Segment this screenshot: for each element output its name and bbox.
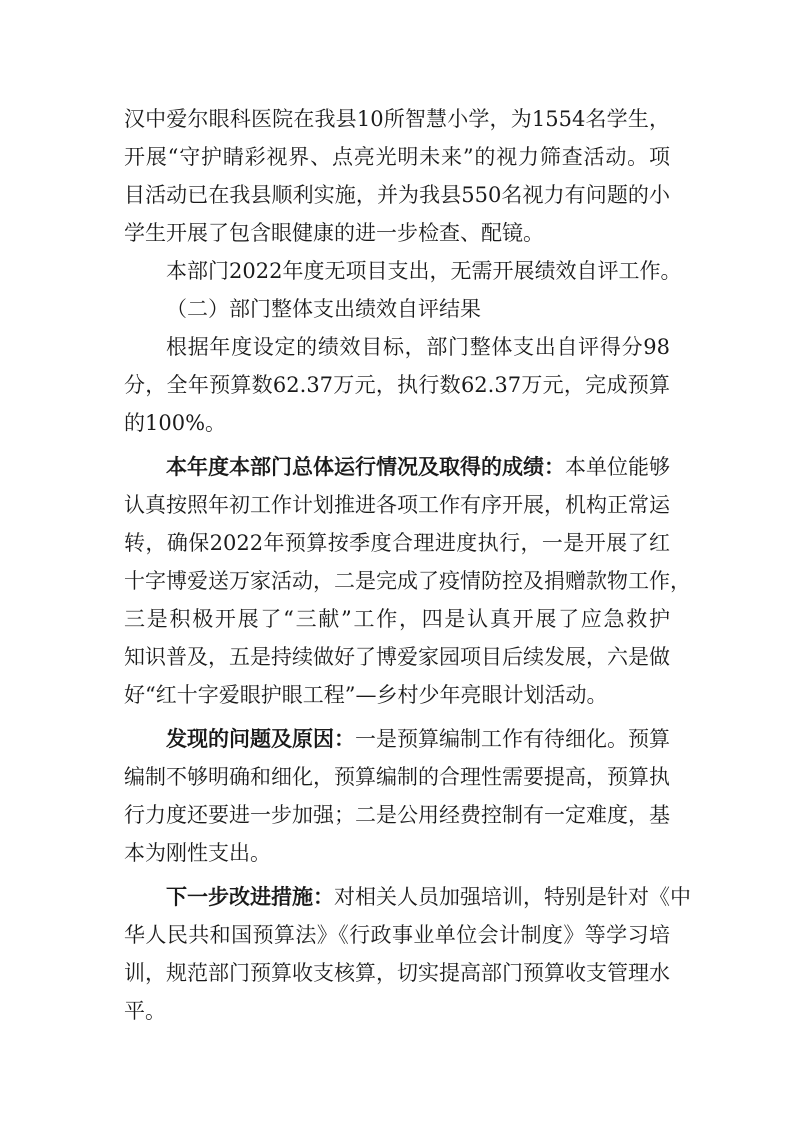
text-line	[124, 878, 691, 916]
text-line: 华人民共和国预算法》《行政事业单位会计制度》等学习培	[124, 923, 670, 947]
text-line: 转，确保2022年预算按季度合理进度执行，一是开展了红	[124, 531, 670, 555]
text-line: 开展“守护睛彩视界、点亮光明未来”的视力筛查活动。项	[124, 145, 670, 169]
text-line: 本部门2022年度无项目支出，无需开展绩效自评工作。	[166, 259, 682, 283]
paragraph-improvement-measures	[124, 878, 691, 1030]
text-line: 好“红十字爱眼护眼工程”—乡村少年亮眼计划活动。	[124, 683, 608, 707]
text-line: 三是积极开展了“三献”工作，四是认真开展了应急救护	[124, 607, 670, 631]
text-line: 分，全年预算数62.37万元，执行数62.37万元，完成预算	[124, 373, 670, 397]
paragraph-text: 本单位能够	[565, 455, 670, 479]
section-heading-text: （二）部门整体支出绩效自评结果	[166, 297, 481, 321]
text-line: 学生开展了包含眼健康的进一步检查、配镜。	[124, 221, 544, 245]
paragraph-problems-causes	[124, 720, 670, 872]
paragraph-label: 发现的问题及原因：	[166, 726, 355, 751]
section-heading	[124, 290, 670, 328]
paragraph-self-evaluation-result	[124, 328, 670, 442]
document-page	[124, 100, 691, 1030]
text-line: 根据年度设定的绩效目标，部门整体支出自评得分98	[166, 335, 670, 359]
text-line	[124, 448, 670, 486]
text-line	[124, 720, 670, 758]
text-line: 本为刚性支出。	[124, 841, 271, 865]
paragraph-label: 下一步改进措施：	[166, 884, 334, 909]
text-line: 目活动已在我县顺利实施，并为我县550名视力有问题的小	[124, 183, 670, 207]
paragraph-label: 本年度本部门总体运行情况及取得的成绩：	[166, 454, 565, 479]
text-line: 汉中爱尔眼科医院在我县10所智慧小学，为1554名学生，	[124, 107, 670, 131]
text-line: 知识普及，五是持续做好了博爱家园项目后续发展，六是做	[124, 645, 670, 669]
paragraph-eye-screening	[124, 100, 670, 252]
text-line: 训，规范部门预算收支核算，切实提高部门预算收支管理水	[124, 961, 670, 985]
text-line: 十字博爱送万家活动，二是完成了疫情防控及捐赠款物工作，	[124, 569, 691, 593]
paragraph-overall-operation	[124, 448, 691, 714]
text-line: 编制不够明确和细化，预算编制的合理性需要提高，预算执	[124, 765, 670, 789]
paragraph-no-project-spending	[124, 252, 682, 290]
text-line: 平。	[124, 999, 166, 1023]
text-line: 的100%。	[124, 411, 227, 435]
text-line: 认真按照年初工作计划推进各项工作有序开展，机构正常运	[124, 493, 670, 517]
paragraph-text: 对相关人员加强培训，特别是针对《中	[334, 885, 691, 909]
text-line: 行力度还要进一步加强；二是公用经费控制有一定难度，基	[124, 803, 670, 827]
paragraph-text: 一是预算编制工作有待细化。预算	[355, 727, 670, 751]
